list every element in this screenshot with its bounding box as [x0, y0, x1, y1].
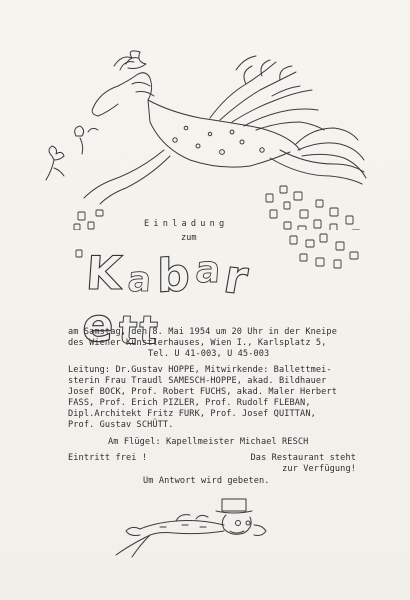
title-letter: e [80, 298, 118, 352]
title-letter: b [156, 246, 192, 304]
credits-line-2: sterin Frau Traudl SAMESCH-HOPPE, akad. Bildhauer [68, 376, 327, 386]
credits-line-6: Prof. Gustav SCHÜTT. [68, 420, 174, 430]
title-letter: a [126, 258, 154, 300]
rsvp-request: Um Antwort wird gebeten. [143, 476, 270, 486]
event-line-1: am Samstag, den 8. Mai 1954 um 20 Uhr in der Kneipe [68, 327, 337, 337]
credits-line-3: Josef BOCK, Prof. Robert FUCHS, akad. Maler Herbert [68, 387, 337, 397]
piano-credit: Am Flügel: Kapellmeister Michael RESCH [108, 437, 309, 447]
title-letter: K [84, 246, 126, 300]
title-letter: a [193, 247, 224, 291]
flying-horse-illustration [0, 0, 410, 230]
credits-line-4: FASS, Prof. Erich PIZLER, Prof. Rudolf FLEBAN, [68, 398, 311, 408]
restaurant-line-1: Das Restaurant steht [250, 453, 356, 463]
top-hat-figure-illustration [0, 485, 410, 565]
title-letter: tt [117, 307, 162, 353]
event-line-2: des Wiener Künstlerhauses, Wien I., Karlsplatz 5, [68, 338, 327, 348]
event-line-3: Tel. U 41-003, U 45-003 [148, 349, 270, 359]
invitation-heading: Einladung [144, 219, 229, 229]
restaurant-line-2: zur Verfügung! [282, 464, 356, 474]
entry-free: Eintritt frei ! [68, 453, 148, 463]
credits-line-5: Dipl.Architekt Fritz FURK, Prof. Josef QUITTAN, [68, 409, 316, 419]
invitation-zum: zum [181, 233, 197, 243]
credits-line-1: Leitung: Dr.Gustav HOPPE, Mitwirkende: Ballettmei- [68, 365, 332, 375]
title-letter: r [219, 248, 254, 306]
